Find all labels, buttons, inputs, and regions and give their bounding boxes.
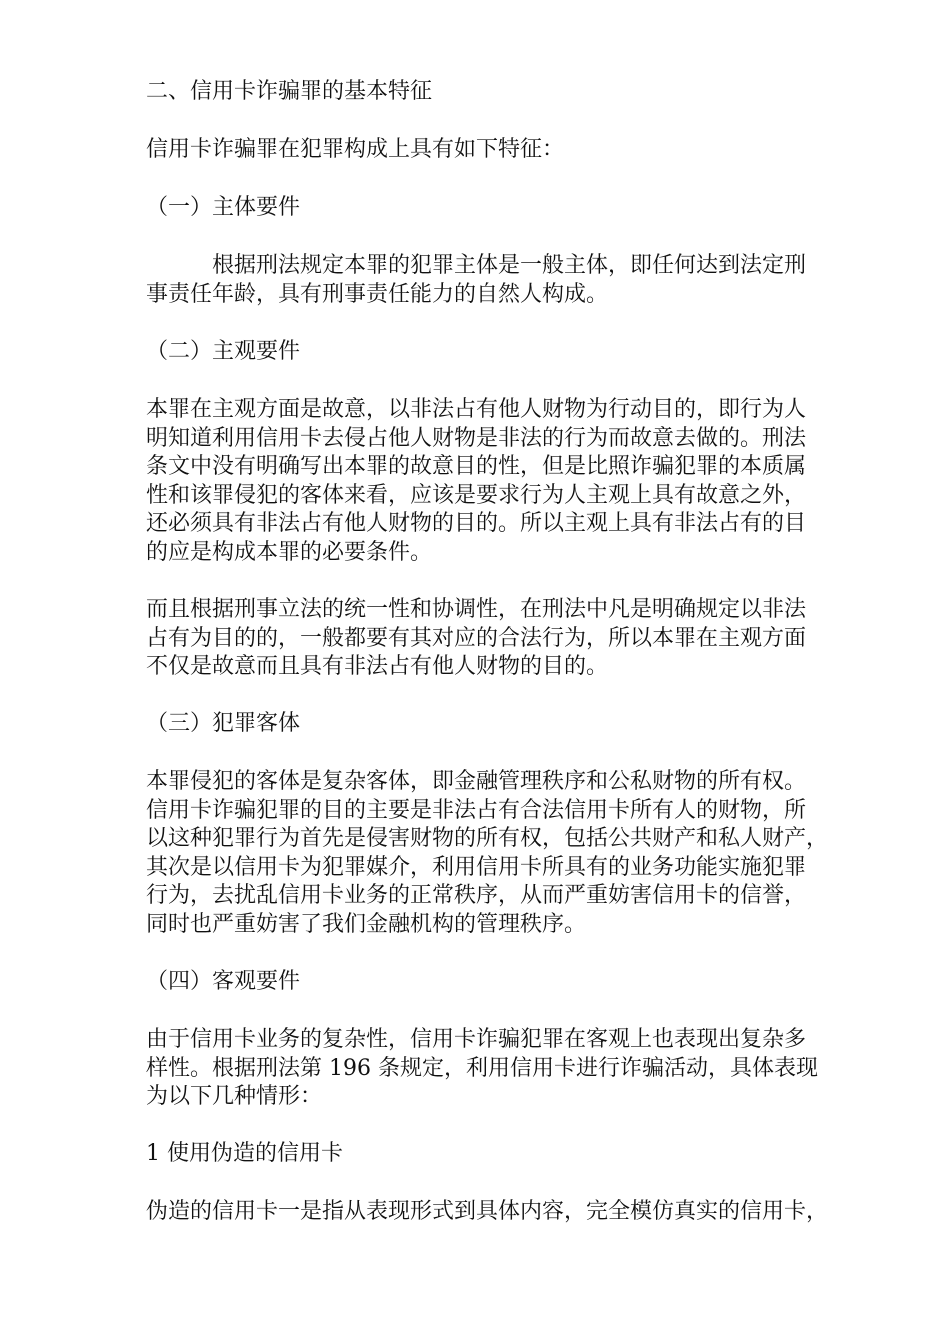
paragraph-line: 为以下几种情形： [146,1084,323,1109]
item1-heading: 1 使用伪造的信用卡 [146,1141,343,1166]
objective-paragraph [146,1026,866,1112]
paragraph-line: 本罪侵犯的客体是复杂客体，即金融管理秩序和公私财物的所有权。 [146,769,807,794]
paragraph-line: 不仅是故意而且具有非法占有他人财物的目的。 [146,654,609,679]
objective-heading: （四）客观要件 [146,969,301,994]
paragraph-line: 明知道利用信用卡去侵占他人财物是非法的行为而故意去做的。刑法 [146,425,807,451]
section-title: 二、信用卡诈骗罪的基本特征 [146,79,433,104]
paragraph-line: 还必须具有非法占有他人财物的目的。所以主观上具有非法占有的目 [146,511,807,536]
paragraph-line: 占有为目的的，一般都要有其对应的合法行为，所以本罪在主观方面 [146,625,807,651]
object-paragraph [146,768,866,939]
paragraph-line: 同时也严重妨害了我们金融机构的管理秩序。 [146,911,587,937]
paragraph-line: 其次是以信用卡为犯罪媒介，利用信用卡所具有的业务功能实施犯罪 [146,854,807,880]
intro-paragraph: 信用卡诈骗罪在犯罪构成上具有如下特征： [146,137,565,162]
subject-paragraph [146,252,866,309]
paragraph-line: 而且根据刑事立法的统一性和协调性，在刑法中凡是明确规定以非法 [146,597,807,622]
paragraph-line: 伪造的信用卡一是指从表现形式到具体内容，完全模仿真实的信用卡， [146,1199,829,1224]
paragraph-line: 根据刑法规定本罪的犯罪主体是一般主体，即任何达到法定刑 [146,253,807,278]
paragraph-line: 事责任年龄，具有刑事责任能力的自然人构成。 [146,281,609,307]
subjective-paragraph-1 [146,396,866,567]
paragraph-line: 性和该罪侵犯的客体来看，应该是要求行为人主观上具有故意之外， [146,482,807,508]
paragraph-line: 信用卡诈骗犯罪的目的主要是非法占有合法信用卡所有人的财物，所 [146,797,807,823]
paragraph-line: 的应是构成本罪的必要条件。 [146,539,433,565]
subjective-heading: （二）主观要件 [146,339,301,364]
paragraph-line: 样性。根据刑法第 196 条规定，利用信用卡进行诈骗活动，具体表现 [146,1055,818,1081]
paragraph-line: 由于信用卡业务的复杂性，信用卡诈骗犯罪在客观上也表现出复杂多 [146,1027,807,1052]
subject-heading: （一）主体要件 [146,195,301,220]
paragraph-line: 条文中没有明确写出本罪的故意目的性，但是比照诈骗犯罪的本质属 [146,454,807,479]
paragraph-line: 以这种犯罪行为首先是侵害财物的所有权，包括公共财产和私人财产， [146,826,829,851]
subjective-paragraph-2 [146,596,866,682]
paragraph-line: 行为，去扰乱信用卡业务的正常秩序，从而严重妨害信用卡的信誉， [146,883,807,908]
paragraph-line: 本罪在主观方面是故意，以非法占有他人财物为行动目的，即行为人 [146,397,807,422]
object-heading: （三）犯罪客体 [146,711,301,736]
item1-paragraph [146,1198,866,1227]
